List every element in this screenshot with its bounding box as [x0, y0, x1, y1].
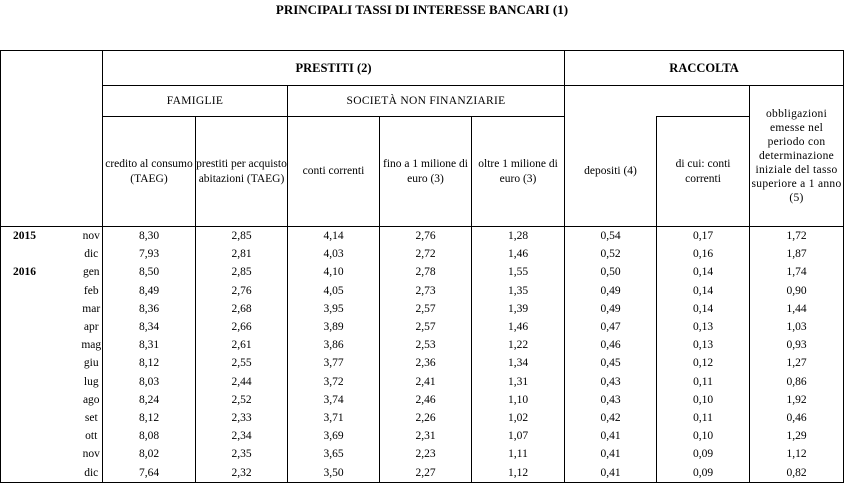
table-row	[1, 282, 844, 300]
row-month: nov	[61, 227, 103, 246]
table-row	[1, 245, 844, 263]
rate-cell: 8,08	[103, 427, 196, 445]
rate-cell: 1,46	[472, 318, 565, 336]
rate-cell: 4,03	[288, 245, 380, 263]
page-title: PRINCIPALI TASSI DI INTERESSE BANCARI (1)	[275, 2, 569, 17]
row-month: set	[61, 409, 103, 427]
rate-cell: 4,10	[288, 263, 380, 281]
table-row	[1, 409, 844, 427]
rate-cell: 1,10	[472, 391, 565, 409]
rate-cell: 1,44	[750, 300, 844, 318]
header-depositi: depositi (4)	[565, 117, 657, 227]
rate-cell: 0,49	[565, 300, 657, 318]
rate-cell: 1,39	[472, 300, 565, 318]
rate-cell: 0,43	[565, 391, 657, 409]
rate-cell: 2,35	[196, 445, 288, 463]
rate-cell: 2,32	[196, 463, 288, 482]
header-prestiti-abitazioni: prestiti per acquisto abitazioni (TAEG)	[196, 117, 288, 227]
rate-cell: 3,72	[288, 373, 380, 391]
table-row	[1, 300, 844, 318]
rate-cell: 2,78	[380, 263, 472, 281]
rate-cell: 2,23	[380, 445, 472, 463]
rate-cell: 3,74	[288, 391, 380, 409]
interest-rates-table	[0, 50, 844, 483]
rate-cell: 3,77	[288, 354, 380, 372]
rate-cell: 1,11	[472, 445, 565, 463]
rate-cell: 0,14	[657, 282, 750, 300]
row-month: gen	[61, 263, 103, 281]
rate-cell: 1,72	[750, 227, 844, 246]
rate-cell: 0,86	[750, 373, 844, 391]
rate-cell: 8,36	[103, 300, 196, 318]
rate-cell: 0,43	[565, 373, 657, 391]
rate-cell: 3,95	[288, 300, 380, 318]
table-row	[1, 373, 844, 391]
rate-cell: 2,72	[380, 245, 472, 263]
rate-cell: 8,34	[103, 318, 196, 336]
table-row	[1, 445, 844, 463]
rate-cell: 1,92	[750, 391, 844, 409]
header-prestiti: PRESTITI (2)	[103, 51, 565, 86]
rate-cell: 7,64	[103, 463, 196, 482]
rate-cell: 0,93	[750, 336, 844, 354]
rate-cell: 2,33	[196, 409, 288, 427]
rate-cell: 3,86	[288, 336, 380, 354]
rate-cell: 0,54	[565, 227, 657, 246]
rate-cell: 1,46	[472, 245, 565, 263]
row-month: dic	[61, 463, 103, 482]
row-year: 2015	[1, 227, 61, 246]
rate-cell: 2,46	[380, 391, 472, 409]
rate-cell: 1,02	[472, 409, 565, 427]
row-month: apr	[61, 318, 103, 336]
rate-cell: 3,65	[288, 445, 380, 463]
rate-cell: 2,81	[196, 245, 288, 263]
rate-cell: 2,85	[196, 227, 288, 246]
header-credito-consumo: credito al consumo (TAEG)	[103, 117, 196, 227]
rate-cell: 1,29	[750, 427, 844, 445]
rate-cell: 0,46	[565, 336, 657, 354]
table-row	[1, 391, 844, 409]
rate-cell: 8,12	[103, 354, 196, 372]
rate-cell: 0,41	[565, 427, 657, 445]
rate-cell: 1,35	[472, 282, 565, 300]
rate-cell: 0,14	[657, 263, 750, 281]
row-year	[1, 300, 61, 318]
rate-cell: 0,41	[565, 463, 657, 482]
rate-cell: 4,05	[288, 282, 380, 300]
header-blank	[1, 51, 103, 227]
rate-cell: 8,12	[103, 409, 196, 427]
rate-cell: 0,41	[565, 445, 657, 463]
rate-cell: 0,09	[657, 463, 750, 482]
rate-cell: 2,27	[380, 463, 472, 482]
rate-cell: 0,52	[565, 245, 657, 263]
rate-cell: 2,61	[196, 336, 288, 354]
rate-cell: 0,13	[657, 336, 750, 354]
rate-cell: 8,49	[103, 282, 196, 300]
rate-cell: 2,85	[196, 263, 288, 281]
rate-cell: 0,90	[750, 282, 844, 300]
rate-cell: 0,16	[657, 245, 750, 263]
rate-cell: 2,36	[380, 354, 472, 372]
row-year	[1, 336, 61, 354]
table-row	[1, 427, 844, 445]
row-year	[1, 427, 61, 445]
rate-cell: 0,13	[657, 318, 750, 336]
rate-cell: 2,68	[196, 300, 288, 318]
row-month: mag	[61, 336, 103, 354]
rate-cell: 2,76	[380, 227, 472, 246]
row-month: mar	[61, 300, 103, 318]
rate-cell: 0,11	[657, 373, 750, 391]
rate-cell: 0,50	[565, 263, 657, 281]
row-month: dic	[61, 245, 103, 263]
rate-cell: 2,57	[380, 318, 472, 336]
rate-cell: 8,24	[103, 391, 196, 409]
rate-cell: 2,76	[196, 282, 288, 300]
row-year	[1, 463, 61, 482]
rate-cell: 1,07	[472, 427, 565, 445]
rate-cell: 2,41	[380, 373, 472, 391]
rate-cell: 2,66	[196, 318, 288, 336]
rate-cell: 1,12	[472, 463, 565, 482]
rate-cell: 8,50	[103, 263, 196, 281]
rate-cell: 0,45	[565, 354, 657, 372]
row-year	[1, 391, 61, 409]
rate-cell: 0,10	[657, 391, 750, 409]
rate-cell: 3,50	[288, 463, 380, 482]
rate-cell: 8,31	[103, 336, 196, 354]
header-di-cui-conti-correnti: di cui: conti correnti	[657, 117, 750, 227]
rate-cell: 2,31	[380, 427, 472, 445]
header-conti-correnti: conti correnti	[288, 117, 380, 227]
row-year	[1, 245, 61, 263]
rate-cell: 4,14	[288, 227, 380, 246]
row-year: 2016	[1, 263, 61, 281]
row-month: giu	[61, 354, 103, 372]
table-row	[1, 263, 844, 281]
header-oltre-1-milione: oltre 1 milione di euro (3)	[472, 117, 565, 227]
row-year	[1, 445, 61, 463]
header-obbligazioni: obbligazioni emesse nel periodo con determinazione iniziale del tasso superiore a 1 anno (5)	[750, 86, 844, 227]
rate-cell: 0,14	[657, 300, 750, 318]
table-row	[1, 227, 844, 246]
rate-cell: 0,82	[750, 463, 844, 482]
row-year	[1, 409, 61, 427]
rate-cell: 0,11	[657, 409, 750, 427]
rate-cell: 3,71	[288, 409, 380, 427]
header-societa: SOCIETÀ NON FINANZIARIE	[288, 86, 565, 117]
rate-cell: 1,12	[750, 445, 844, 463]
rate-cell: 1,03	[750, 318, 844, 336]
row-month: ott	[61, 427, 103, 445]
rate-cell: 1,74	[750, 263, 844, 281]
rate-cell: 1,87	[750, 245, 844, 263]
rate-cell: 0,10	[657, 427, 750, 445]
rate-cell: 3,89	[288, 318, 380, 336]
header-raccolta: RACCOLTA	[565, 51, 844, 86]
rate-cell: 0,47	[565, 318, 657, 336]
rate-cell: 2,26	[380, 409, 472, 427]
rate-cell: 2,57	[380, 300, 472, 318]
rate-cell: 3,69	[288, 427, 380, 445]
row-year	[1, 282, 61, 300]
rate-cell: 1,55	[472, 263, 565, 281]
table-row	[1, 463, 844, 482]
rate-cell: 1,34	[472, 354, 565, 372]
rate-cell: 1,31	[472, 373, 565, 391]
rate-cell: 2,55	[196, 354, 288, 372]
rate-cell: 8,02	[103, 445, 196, 463]
rate-cell: 2,73	[380, 282, 472, 300]
rate-cell: 2,34	[196, 427, 288, 445]
rate-cell: 0,17	[657, 227, 750, 246]
row-year	[1, 354, 61, 372]
rate-cell: 0,46	[750, 409, 844, 427]
row-month: feb	[61, 282, 103, 300]
rate-cell: 2,44	[196, 373, 288, 391]
rate-cell: 1,27	[750, 354, 844, 372]
rate-cell: 0,42	[565, 409, 657, 427]
rate-cell: 7,93	[103, 245, 196, 263]
rate-cell: 1,28	[472, 227, 565, 246]
rate-cell: 8,30	[103, 227, 196, 246]
rate-cell: 1,22	[472, 336, 565, 354]
row-year	[1, 373, 61, 391]
header-famiglie: FAMIGLIE	[103, 86, 288, 117]
table-row	[1, 318, 844, 336]
rate-cell: 0,49	[565, 282, 657, 300]
table-row	[1, 354, 844, 372]
rate-cell: 0,12	[657, 354, 750, 372]
row-year	[1, 318, 61, 336]
table-row	[1, 336, 844, 354]
row-month: nov	[61, 445, 103, 463]
row-month: lug	[61, 373, 103, 391]
rate-cell: 0,09	[657, 445, 750, 463]
header-raccolta-blank	[565, 86, 750, 117]
rate-cell: 2,53	[380, 336, 472, 354]
header-fino-1-milione: fino a 1 milione di euro (3)	[380, 117, 472, 227]
row-month: ago	[61, 391, 103, 409]
rate-cell: 8,03	[103, 373, 196, 391]
rate-cell: 2,52	[196, 391, 288, 409]
